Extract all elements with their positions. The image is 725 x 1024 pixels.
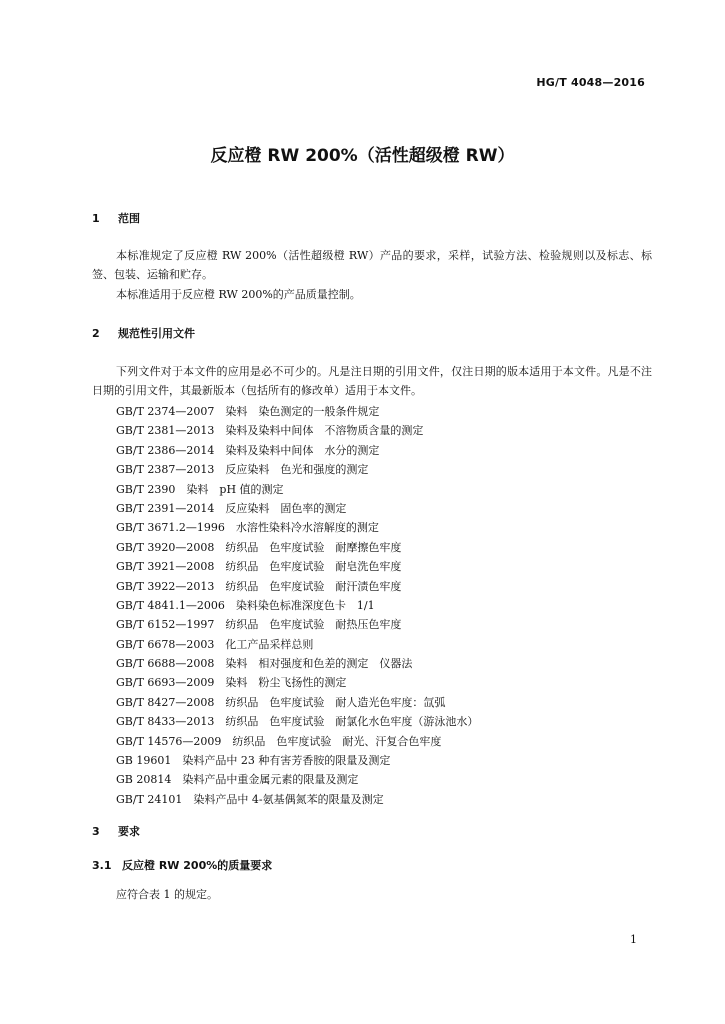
- section-title: 规范性引用文件: [118, 327, 195, 340]
- reference-item: GB/T 2390 染料 pH 值的测定: [116, 482, 284, 496]
- reference-item: GB/T 6688—2008 染料 相对强度和色差的测定 仪器法: [116, 657, 413, 671]
- section-title: 范围: [118, 212, 140, 225]
- reference-item: GB/T 3671.2—1996 水溶性染料冷水溶解度的测定: [116, 521, 379, 535]
- section-3-heading: [92, 823, 140, 839]
- reference-item: GB/T 2386—2014 染料及染料中间体 水分的测定: [116, 443, 380, 457]
- standard-code: HG/T 4048—2016: [536, 76, 645, 89]
- document-title: 反应橙 RW 200%（活性超级橙 RW）: [210, 146, 515, 166]
- reference-item: GB 20814 染料产品中重金属元素的限量及测定: [116, 773, 359, 787]
- section-number: 2: [92, 327, 100, 340]
- subsection-title: 反应橙 RW 200%的质量要求: [122, 859, 273, 872]
- reference-item: GB 19601 染料产品中 23 种有害芳香胺的限量及测定: [116, 754, 391, 768]
- reference-item: GB/T 8433—2013 纺织品 色牢度试验 耐氯化水色牢度（游泳池水）: [116, 715, 479, 729]
- page-number: 1: [630, 933, 637, 946]
- reference-item: GB/T 14576—2009 纺织品 色牢度试验 耐光、汗复合色牢度: [116, 734, 442, 748]
- reference-item: GB/T 4841.1—2006 染料染色标准深度色卡 1/1: [116, 598, 375, 612]
- reference-item: GB/T 6678—2003 化工产品采样总则: [116, 637, 314, 651]
- reference-item: GB/T 24101 染料产品中 4-氨基偶氮苯的限量及测定: [116, 792, 384, 806]
- reference-item: GB/T 3921—2008 纺织品 色牢度试验 耐皂洗色牢度: [116, 560, 402, 574]
- reference-item: GB/T 3920—2008 纺织品 色牢度试验 耐摩擦色牢度: [116, 540, 402, 554]
- section-number: 3: [92, 825, 100, 838]
- reference-item: GB/T 2391—2014 反应染料 固色率的测定: [116, 501, 347, 515]
- reference-item: GB/T 2374—2007 染料 染色测定的一般条件规定: [116, 405, 380, 418]
- section-number: 1: [92, 212, 100, 225]
- reference-item: GB/T 3922—2013 纺织品 色牢度试验 耐汗渍色牢度: [116, 579, 402, 593]
- section-1-paragraph-1: 本标准规定了反应橙 RW 200%（活性超级橙 RW）产品的要求，采样，试验方法、检验规则以及标志、标签、包装、运输和贮存。: [92, 249, 652, 281]
- reference-item: GB/T 2387—2013 反应染料 色光和强度的测定: [116, 463, 369, 477]
- reference-list: [116, 402, 478, 809]
- subsection-3-1-heading: [92, 857, 272, 873]
- reference-item: GB/T 6152—1997 纺织品 色牢度试验 耐热压色牢度: [116, 618, 402, 632]
- reference-item: GB/T 6693—2009 染料 粉尘飞扬性的测定: [116, 676, 347, 690]
- reference-item: GB/T 2381—2013 染料及染料中间体 不溶物质含量的测定: [116, 424, 424, 438]
- section-title: 要求: [118, 825, 140, 838]
- section-1-paragraph-2: 本标准适用于反应橙 RW 200%的产品质量控制。: [116, 288, 361, 301]
- subsection-3-1-paragraph: 应符合表 1 的规定。: [116, 888, 218, 901]
- section-1-heading: [92, 210, 140, 226]
- reference-item: GB/T 8427—2008 纺织品 色牢度试验 耐人造光色牢度：氙弧: [116, 695, 446, 709]
- section-2-heading: [92, 325, 195, 341]
- section-2-intro: 下列文件对于本文件的应用是必不可少的。凡是注日期的引用文件，仅注日期的版本适用于本文件。凡是不注日期的引用文件，其最新版本（包括所有的修改单）适用于本文件。: [92, 365, 652, 397]
- subsection-number: 3.1: [92, 859, 112, 872]
